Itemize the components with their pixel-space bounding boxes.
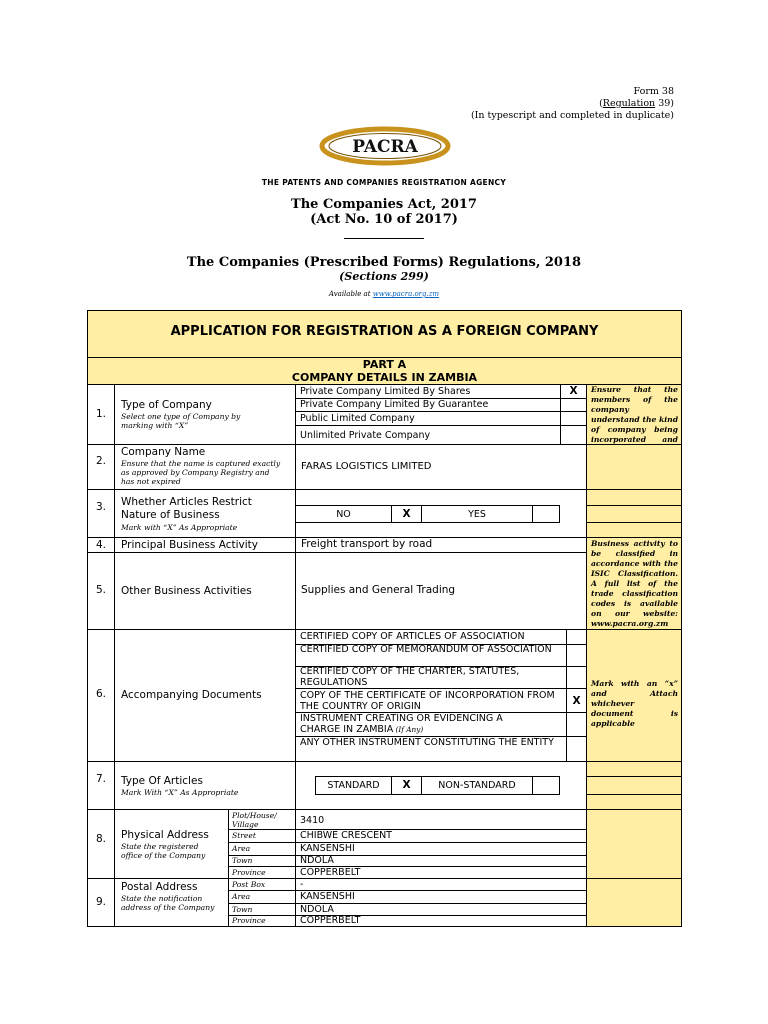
row3-note-cell-top bbox=[586, 489, 682, 506]
doc-checkbox-6[interactable] bbox=[566, 736, 587, 762]
doc-checkbox-5[interactable] bbox=[566, 712, 587, 737]
row2-number-cell bbox=[87, 444, 115, 490]
regulation-close: 39) bbox=[655, 98, 674, 109]
regulation-word: Regulation bbox=[602, 98, 656, 109]
row8-note-cell bbox=[586, 809, 682, 879]
physical-plot-field[interactable] bbox=[295, 809, 587, 830]
row7-sublabel: Mark With “X” As Appropriate bbox=[121, 788, 239, 797]
doc-checkbox-1[interactable] bbox=[566, 629, 587, 645]
articles-restrict-yes-checkbox[interactable] bbox=[532, 505, 560, 523]
physical-street-label: Street bbox=[232, 831, 256, 840]
physical-province-label: Province bbox=[232, 868, 266, 877]
row1-number: 1. bbox=[95, 408, 107, 420]
physical-town-label: Town bbox=[232, 856, 253, 865]
row3-label: Whether Articles Restrict Nature of Business bbox=[121, 496, 252, 521]
article-standard-label: STANDARD bbox=[327, 780, 380, 791]
business-activity-note: Business activity to be classified in accordance with the ISIC Classification. A full list of the trade classification codes is available on our website: www.pacra.org.zm bbox=[591, 539, 678, 628]
row2-label: Company Name bbox=[121, 446, 206, 458]
row7-number-cell bbox=[87, 761, 115, 810]
row4-label: Principal Business Activity bbox=[121, 539, 258, 551]
doc-option-3-label: CERTIFIED COPY OF THE CHARTER, STATUTES, REGULATIONS bbox=[300, 666, 520, 688]
physical-area-value: KANSENSHI bbox=[300, 843, 355, 854]
doc-option-5-if-any: (If Any) bbox=[393, 725, 424, 734]
articles-restrict-no-label: NO bbox=[336, 509, 351, 520]
physical-area-label: Area bbox=[232, 844, 251, 853]
row3-number: 3. bbox=[95, 501, 107, 513]
regulation-ref bbox=[599, 98, 674, 110]
row7-note-cell-top bbox=[586, 761, 682, 777]
row2-number: 2. bbox=[95, 455, 107, 467]
company-type-option-2-label: Private Company Limited By Guarantee bbox=[300, 399, 489, 410]
article-nonstandard-checkbox[interactable] bbox=[532, 776, 560, 795]
articles-restrict-yes-label: YES bbox=[468, 509, 486, 520]
row7-label: Type Of Articles bbox=[121, 775, 203, 787]
postal-province-label: Province bbox=[232, 916, 266, 925]
row8-number: 8. bbox=[95, 833, 107, 845]
row1-label: Type of Company bbox=[121, 399, 212, 411]
postal-area-label: Area bbox=[232, 892, 251, 901]
postal-area-value: KANSENSHI bbox=[300, 891, 355, 902]
regulations-title: The Companies (Prescribed Forms) Regulations, 2018 bbox=[186, 255, 582, 270]
articles-restrict-no-x: X bbox=[402, 508, 411, 520]
row4-number: 4. bbox=[95, 539, 107, 551]
doc-checkbox-2[interactable] bbox=[566, 644, 587, 667]
documents-note: Mark with an “x” and Attach whichever document is applicable bbox=[591, 679, 678, 728]
regulation-open: ( bbox=[599, 98, 603, 109]
postal-province-value: COPPERBELT bbox=[300, 915, 361, 926]
physical-province-value: COPPERBELT bbox=[300, 867, 361, 878]
company-name-value: FARAS LOGISTICS LIMITED bbox=[301, 461, 432, 472]
postal-box-label: Post Box bbox=[232, 880, 266, 889]
physical-street-value: CHIBWE CRESCENT bbox=[300, 830, 392, 841]
sections-ref: (Sections 299) bbox=[339, 270, 429, 283]
company-type-checkbox-3[interactable] bbox=[560, 411, 587, 426]
row1-sublabel: Select one type of Company by marking with “X” bbox=[121, 412, 241, 430]
doc-checkbox-3[interactable] bbox=[566, 666, 587, 689]
part-label: PART A bbox=[362, 358, 407, 371]
postal-box-value: - bbox=[300, 879, 304, 890]
row3-number-cell bbox=[87, 489, 115, 538]
row7-note-cell-mid bbox=[586, 776, 682, 795]
row3-sublabel: Mark with “X” As Appropriate bbox=[121, 523, 238, 532]
other-activities-value: Supplies and General Trading bbox=[301, 584, 456, 596]
website-link[interactable]: www.pacra.org.zm bbox=[372, 290, 440, 298]
physical-plot-value: 3410 bbox=[300, 815, 325, 826]
act-title: The Companies Act, 2017 bbox=[291, 197, 477, 212]
logo-text: PACRA bbox=[352, 137, 418, 157]
physical-town-value: NDOLA bbox=[300, 855, 334, 866]
article-standard-x: X bbox=[402, 779, 411, 791]
pacra-logo bbox=[318, 125, 452, 167]
row9-number: 9. bbox=[95, 896, 107, 908]
form-title: APPLICATION FOR REGISTRATION AS A FOREIGN COMPANY bbox=[170, 324, 599, 339]
row7-note-cell-bottom bbox=[586, 794, 682, 810]
row8-label: Physical Address bbox=[121, 829, 209, 841]
principal-activity-value: Freight transport by road bbox=[301, 538, 433, 550]
company-type-checkbox-2[interactable] bbox=[560, 398, 587, 412]
row9-sublabel: State the notification address of the Company bbox=[121, 894, 215, 912]
doc-option-5-label bbox=[300, 713, 532, 735]
part-title: COMPANY DETAILS IN ZAMBIA bbox=[291, 371, 478, 384]
row9-label: Postal Address bbox=[121, 881, 198, 893]
row6-number: 6. bbox=[95, 688, 107, 700]
doc-option-5-text: INSTRUMENT CREATING OR EVIDENCING A CHARGE IN ZAMBIA bbox=[300, 713, 503, 735]
available-text: Available at bbox=[328, 290, 373, 298]
company-type-checkbox-4[interactable] bbox=[560, 425, 587, 445]
row2-sublabel: Ensure that the name is captured exactly as approved by Company Registry and has not expired bbox=[121, 459, 281, 486]
row8-sublabel: State the registered office of the Company bbox=[121, 842, 206, 860]
postal-town-value: NDOLA bbox=[300, 904, 334, 915]
header-divider bbox=[344, 238, 424, 239]
row6-label: Accompanying Documents bbox=[121, 689, 262, 701]
agency-name: THE PATENTS AND COMPANIES REGISTRATION AGENCY bbox=[261, 178, 507, 187]
doc-option-2-label: CERTIFIED COPY OF MEMORANDUM OF ASSOCIATION bbox=[300, 644, 552, 655]
pacra-logo-graphic bbox=[318, 125, 452, 167]
row9-note-cell bbox=[586, 878, 682, 927]
act-number: (Act No. 10 of 2017) bbox=[310, 212, 458, 227]
company-type-option-4-label: Unlimited Private Company bbox=[300, 430, 431, 441]
company-type-option-3-label: Public Limited Company bbox=[300, 413, 415, 424]
doc-option-6-label: ANY OTHER INSTRUMENT CONSTITUTING THE ENTITY bbox=[300, 737, 554, 748]
postal-town-label: Town bbox=[232, 905, 253, 914]
company-type-x-mark: X bbox=[569, 385, 578, 397]
row2-note-cell bbox=[586, 444, 682, 490]
row1-note: Ensure that the members of the company understand the kind of company being incorporated and bbox=[591, 385, 678, 444]
doc-option-1-label: CERTIFIED COPY OF ARTICLES OF ASSOCIATION bbox=[300, 631, 525, 642]
physical-plot-label: Plot/House/ Village bbox=[232, 811, 277, 829]
company-type-option-1-label: Private Company Limited By Shares bbox=[300, 386, 471, 397]
doc-option-4-label: COPY OF THE CERTIFICATE OF INCORPORATION FROM THE COUNTRY OF ORIGIN bbox=[300, 690, 555, 712]
row3-note-cell-mid bbox=[586, 505, 682, 523]
doc-checkbox-4-x: X bbox=[572, 695, 581, 707]
typescript-note: (In typescript and completed in duplicate) bbox=[470, 110, 674, 121]
form-number: Form 38 bbox=[633, 86, 674, 97]
row7-number: 7. bbox=[95, 773, 107, 785]
article-nonstandard-label: NON-STANDARD bbox=[438, 780, 516, 791]
row5-label: Other Business Activities bbox=[121, 585, 252, 597]
row5-number: 5. bbox=[95, 584, 107, 596]
row3-note-cell-bottom bbox=[586, 522, 682, 538]
available-at bbox=[0, 290, 768, 298]
